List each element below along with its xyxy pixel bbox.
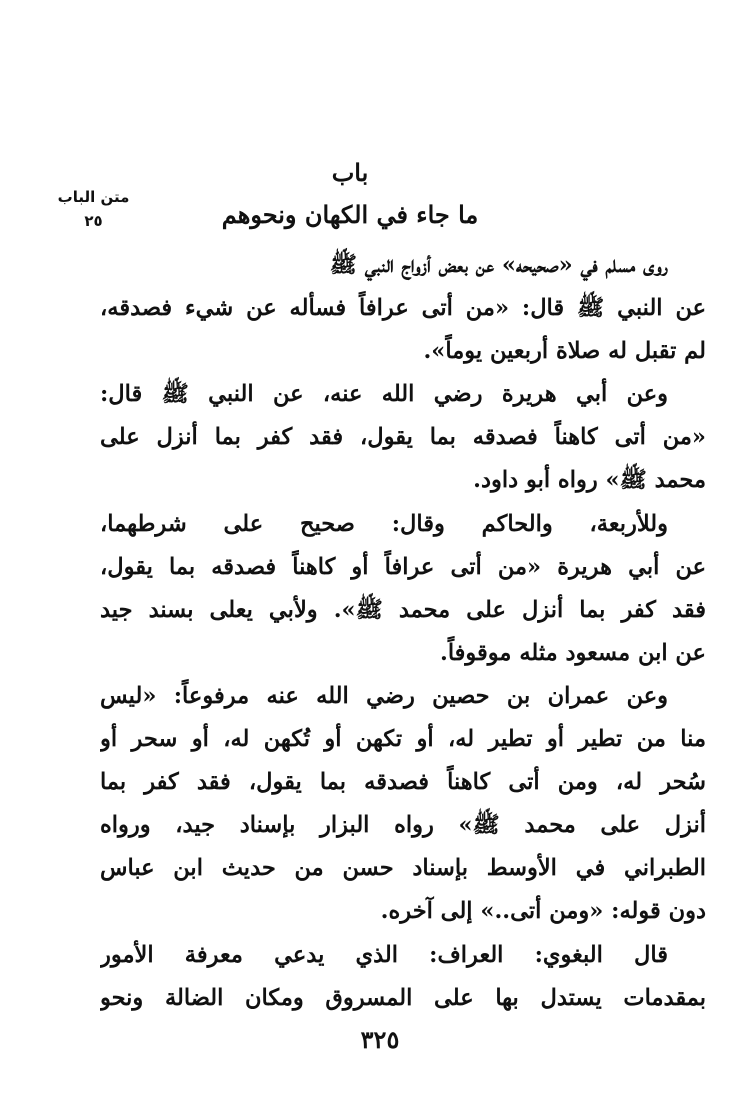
text-line: محمد ﷺ» رواه أبو داود.: [473, 467, 706, 494]
chapter-word: باب: [331, 158, 369, 187]
text-line: وللأربعة، والحاكم وقال: صحيح على شرطهما،: [100, 510, 668, 537]
text-line: «من أتى كاهناً فصدقه بما يقول، فقد كفر بما أنزل على: [100, 424, 706, 451]
body-text: [100, 244, 706, 1020]
margin-note-number: ٢٥: [84, 212, 103, 230]
text-line: عن النبي ﷺ قال: «من أتى عرافاً فسأله عن شيء فصدقه،: [100, 295, 706, 322]
text-line: وعن أبي هريرة رضي الله عنه، عن النبي ﷺ قال:: [100, 381, 668, 408]
chapter-subtitle: ما جاء في الكهان ونحوهم: [221, 200, 479, 229]
text-line: وعن عمران بن حصين رضي الله عنه مرفوعاً: «ليس: [100, 682, 668, 709]
text-line: أنزل على محمد ﷺ» رواه البزار بإسناد جيد، ورواه: [100, 812, 706, 839]
text-line: بمقدمات يستدل بها على المسروق ومكان الضالة ونحو: [100, 984, 706, 1011]
text-line: قال البغوي: العراف: الذي يدعي معرفة الأمور: [100, 941, 668, 968]
page-number: ٣٢٥: [360, 1025, 400, 1054]
text-line: سُحر له، ومن أتى كاهناً فصدقه بما يقول، فقد كفر بما: [100, 769, 706, 796]
text-line: روى مسلم في «صحيحه» عن بعض أزواج النبي ﷺ: [329, 252, 668, 278]
margin-note: [46, 185, 141, 233]
text-line: منا من تطير أو تطير له، أو تكهن أو تُكهن له، أو سحر أو: [100, 726, 706, 753]
text-line: عن ابن مسعود مثله موقوفاً.: [439, 639, 706, 666]
chapter-heading: [140, 152, 560, 236]
text-line: لم تقبل له صلاة أربعين يوماً».: [423, 338, 706, 365]
margin-note-label: متن الباب: [57, 188, 130, 206]
text-line: عن أبي هريرة «من أتى عرافاً أو كاهناً فصدقه بما يقول،: [100, 553, 706, 580]
text-line: دون قوله: «ومن أتى..» إلى آخره.: [380, 898, 706, 925]
text-line: فقد كفر بما أنزل على محمد ﷺ». ولأبي يعلى بسند جيد: [100, 596, 706, 623]
text-line: الطبراني في الأوسط بإسناد حسن من حديث ابن عباس: [100, 855, 706, 882]
